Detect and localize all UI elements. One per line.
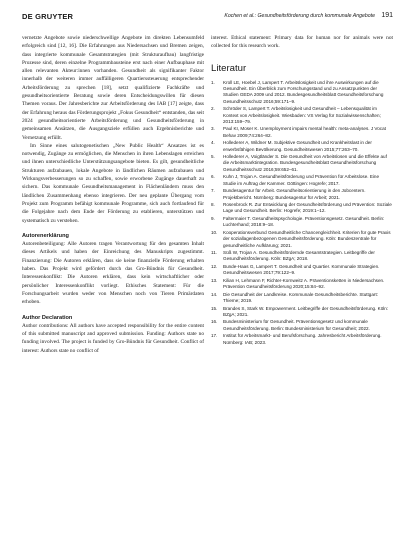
reference-text: Bundesministerium für Gesundheit. Präventionsgesetz und kommunale Gesundheitsförderung. Berlin: Bundesministerium für Gesundheit; 2022. — [223, 319, 370, 331]
section-heading: Autorenerklärung — [22, 232, 69, 239]
reference-item — [211, 188, 393, 201]
publisher-logo: DE GRUYTER — [22, 12, 74, 21]
reference-number: 2. — [211, 106, 215, 112]
reference-number: 14. — [211, 291, 218, 297]
right-column — [211, 34, 393, 347]
reference-number: 12. — [211, 263, 218, 269]
reference-text: Kuhn J, Trojan A. Gesundheitsförderung und Prävention für Arbeitslose. Eine Studie im Auftrag der Kammer. Göttingen: Hogrefe; 2017. — [223, 174, 380, 186]
reference-text: Hollederer A, Voigtländer S. Die Gesundheit von Arbeitslosen und die Effekte auf die Arbeitsmarktintegration. Bundesgesundheitsblatt Gesundheitsforschung Gesundheitsschutz 2016;59:652–61. — [223, 154, 387, 172]
reference-item — [211, 126, 393, 139]
section-heading: Author Declaration — [22, 314, 73, 321]
reference-number: 16. — [211, 319, 218, 325]
page-number: 191 — [381, 12, 393, 19]
reference-item — [211, 278, 393, 291]
reference-item — [211, 306, 393, 319]
reference-item — [211, 230, 393, 249]
reference-list — [211, 80, 393, 346]
left-column — [22, 34, 204, 355]
reference-text: Faltermaier T. Gesundheitspsychologie. Präventionsgesetz. Gesundheit. Berlin: Luchterhand; 2018:9–18. — [223, 215, 385, 228]
reference-text: Paul KI, Moser K. Unemployment impairs mental health: meta-analyses. J Vocat Behav 2009;74:264–82. — [223, 126, 386, 138]
body-paragraph: Im Sinne eines salutogenetischen „New Public Health“ Ansatzes ist es notwendig, Zugänge zu ermöglichen, die Menschen in ihren Lebenslagen erreichen und ihnen unterschiedliche Unterstützungsangebote bieten. Es gilt, gesundheitliche Strukturen aufzubauen, lokale Angebote in ländlichen Räumen aufzubauen und Wirkungsverbesserungen so zu schaffen, sowie erworbene Zugänge dauerhaft zu sichern. Das kommunale Gesundheitsmanagement in Flächenländern muss den ländlichen Zusammenhang ebenso integrieren. Der neu geplante Übergang vom Projekt zum Programm befähigt kommunale Programme, sich auch fortlaufend für die Folgejahre nach dem Ende der Förderung zu etablieren, unterstützen und systematisch zu verstehen. — [22, 142, 204, 224]
reference-text: Rosenbrock R. Zur Entwicklung der Gesundheitsförderung und Prävention: Soziale Lage und Gesundheit. Berlin: Hogrefe; 2019:1–12. — [223, 202, 392, 214]
reference-number: 11. — [211, 250, 218, 256]
reference-number: 15. — [211, 305, 218, 311]
reference-item — [211, 250, 393, 263]
reference-item — [211, 202, 393, 215]
page-header — [22, 11, 393, 25]
body-paragraph: interest. Ethical statement: Primary data for human nor for animals were not collected for this research work. — [211, 35, 393, 50]
reference-text: Die Gesundheit der Landkreise. Kommunale Gesundheitsberichte. Stuttgart: Thieme; 2019. — [223, 291, 378, 304]
reference-text: Bunde-Haas G, Lampert T. Gesundheit und Quartier. Kommunale Strategien. Gesundheitswesen 2017;79:122–9. — [223, 263, 380, 276]
reference-text: Bundesagentur für Arbeit. Gesundheitsorientierung in den Jobcentern. Projektbericht. Nürnberg: Bundesagentur für Arbeit; 2021. — [223, 188, 366, 200]
reference-number: 17. — [211, 333, 218, 339]
reference-text: Kooperationsverbund Gesundheitliche Chancengleichheit. Kriterien für gute Praxis der soziallagenbezogenen Gesundheitsförderung. Köln: Bundeszentrale für gesundheitliche Aufklärung; 2021. — [223, 229, 391, 248]
reference-text: Brandes S, Stark W. Empowerment. Leitbegriffe der Gesundheitsförderung. Köln: BZgA; 2021. — [223, 305, 389, 317]
reference-number: 13. — [211, 277, 218, 283]
reference-item — [211, 216, 393, 229]
reference-number: 10. — [211, 229, 218, 235]
reference-number: 8. — [211, 202, 215, 208]
reference-text: Kilian H, Lehmann F, Richter-Kornweitz A. Präventionsketten in Niedersachsen. Prävention Gesundheitsförderung 2020;15:84–92. — [223, 277, 385, 290]
reference-number: 1. — [211, 79, 215, 85]
reference-item — [211, 140, 393, 153]
reference-number: 3. — [211, 126, 215, 132]
reference-item — [211, 154, 393, 173]
running-title: Kochen et al.: Gesundheitsförderung durch kommunale Angebote — [224, 13, 375, 19]
reference-number: 7. — [211, 188, 215, 194]
reference-item — [211, 264, 393, 277]
reference-item — [211, 319, 393, 332]
reference-text: Kroll LE, Hoebel J, Lampert T. Arbeitslosigkeit und ihre Auswirkungen auf die Gesundheit. Ein Überblick zum Forschungsstand und zu Ansatzpunkten der Studien GEDA 2009 und 2012. Bundesgesundheitsblatt Gesundheitsforschung Gesundheitsschutz 2016;59:171–9. — [223, 79, 384, 104]
reference-number: 4. — [211, 140, 215, 146]
reference-text: Hollederer A, Wildner M. Subjektive Gesundheit und Krankheitslast in der erwerbsfähigen Bevölkerung. Gesundheitswesen 2015;77:263–70. — [223, 140, 372, 152]
reference-number: 9. — [211, 215, 215, 221]
reference-text: Institut für Arbeitsmarkt- und Berufsforschung. Jahresbericht Arbeitsförderung. Nürnberg: IAB; 2023. — [223, 333, 382, 345]
section-text: Author contributions: All authors have accepted responsibility for the entire content of this submitted manuscript and approved submission. Funding: Authors state no funding involved. The project is funded by Gro-Bündnis für Gesundheit. Conflict of interest: Authors state no conflict of — [22, 322, 204, 354]
reference-number: 5. — [211, 154, 215, 160]
reference-item — [211, 292, 393, 305]
section-text: Autorenbeteiligung: Alle Autoren tragen Verantwortung für den gesamten Inhalt dieses Artikels und haben der Einreichung des Manuskripts zugestimmt. Finanzierung: Die Autoren erklären, dass sie keine finanzielle Förderung erhalten haben. Das Projekt wird gefördert durch das Gro-Bündnis für Gesundheit. Interessenkonflikt: Die Autoren erklären, dass kein wirtschaftlicher oder persönlicher Interessenkonflikt vorliegt. Ethisches Statement: Für die Forschungsarbeit wurden weder von Menschen noch von Tieren Primärdaten erhoben. — [22, 241, 204, 306]
reference-item — [211, 106, 393, 125]
reference-item — [211, 80, 393, 105]
reference-text: Schröder S, Lampert T. Arbeitslosigkeit und Gesundheit – Lebensqualität im Kontext von Arbeitslosigkeit. Wiesbaden: VS Verlag für Sozialwissenschaften; 2013:159–79. — [223, 106, 381, 124]
references-heading: Literatur — [211, 62, 247, 74]
reference-number: 6. — [211, 174, 215, 180]
reference-item — [211, 333, 393, 346]
reference-item — [211, 174, 393, 187]
reference-text: Süß W, Trojan A. Gesundheitsfördernde Gesamtstrategien. Leitbegriffe der Gesundheitsförderung. Köln: BZgA; 2018. — [223, 250, 375, 262]
body-paragraph: vernetzte Angebote sowie niederschwellige Angebote im direkten Lebensumfeld erfolgreich sind [12, 16]. Die Erfahrungen aus Niedersachsen und Bremen zeigen, dass integrierte kommunale Gesamtstrategien (mit Strukturaufbau) langfristige Prozesse sind, deren einzelne Programmbausteine erst nach einer Aufbauphase mit allen relevanten Akteur:innen vorhanden. Gesundheit als signifikanter Faktor innerhalb der weiteren immer auffälligeren Quartierssteuerung entsprechender Arbeitsförderung zu sprechen [18], setzt qualifizierte Fachkräfte und gesundheitsorientierte Beratung sowie deren Entscheidungswillen für diesen Themen voraus. Der Jahresberichte zur Arbeitsförderung des IAB [17] zeigte, dass der Erfahrung heraus das Förderungsprojekt „Fokus Gesundheit“ entstanden, das seit 2024 gesundheitsorientierte Arbeitsförderung und Gesundheitsförderung in gemeinsamen Ansätzen, die Ausgangsziele erfüllen auch Ergebnisberichte und Vernetzung erfüllt. — [22, 35, 204, 141]
